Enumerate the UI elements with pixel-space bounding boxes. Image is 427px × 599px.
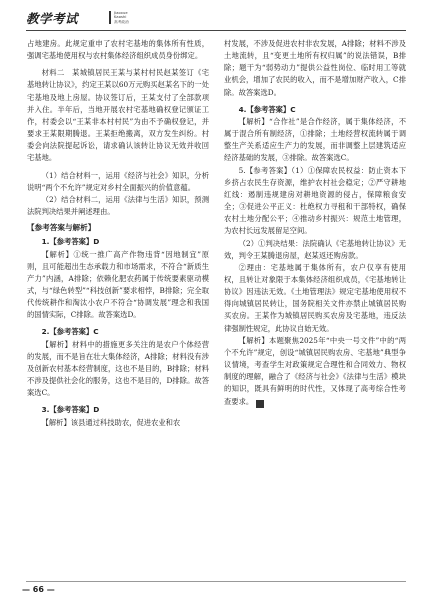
paragraph: 【解析】该县通过科技助农，促进农业和农: [41, 417, 181, 427]
paragraph: 3.【参考答案】D: [41, 405, 100, 415]
paragraph: （2）结合材料二，运用《法律与生活》知识，预测法院判决结果并阐述理由。: [27, 194, 209, 217]
journal-subtitle-line: 高考政治: [114, 19, 129, 24]
journal-subtitle-line: Kaoshi: [114, 15, 127, 20]
left-column: [27, 38, 209, 429]
page-number: — 66 —: [22, 585, 55, 594]
journal-brand: 教学考试: [26, 11, 79, 26]
paragraph: （1）结合材料一，运用《经济与社会》知识，分析说明“两个不允许”规定对乡村全面振兴的价值意蕴。: [27, 170, 209, 192]
paragraph: 村发展，不涉及促进农村非农发展，A排除；材料不涉及土地流转，且“变更土地所有权归属”的说法错误，B排除；题干为“弱势动力”提供公益性岗位、临时用工等就业机会，增加了农民的收入，而不是增加财产收入，C排除。故答案选D。: [224, 39, 406, 97]
paragraph: 2.【参考答案】C: [41, 327, 99, 337]
article-end-icon: ■: [256, 400, 264, 408]
paragraph: 【解析】本题聚焦2025年“中央一号文件”中的“两个不允许”规定，创设“城镇居民购农房、宅基地”典型争议情境，考查学生对政策规定合理性和合同效力、物权制度的理解，融合了《经济与社会》《法律与生活》模块的知识，既具有鲜明的时代性，又体现了高考综合性考查要求。 ■: [224, 335, 406, 407]
paragraph: 【解析】“合作社”是合作经济，属于集体经济，不属于混合所有制经济，①排除；土地经营权流转属于调整生产关系适应生产力的发展，而非调整上层建筑适应经济基础的发展，③排除。故答案选C。: [224, 116, 406, 163]
paragraph: 【解析】材料中的措施更多关注的是农户个体经营的发展，而不是旨在壮大集体经济，A排除；材料没有涉及创新农村基本经营制度，这也不是目的，B排除；材料不涉及提供社会化的服务，这也不是目的，D排除。故答案选C。: [27, 339, 209, 398]
paragraph: 1.【参考答案】D: [41, 237, 100, 247]
paragraph: （2）①判决结果：法院确认《宅基地转让协议》无效，判令王某腾退房屋，赵某返还购房款。: [224, 238, 406, 260]
journal-subtitle: [109, 11, 149, 24]
header-rule: [26, 30, 406, 31]
paragraph: 【解析】①统一推广高产作物违背“因地制宜”原则，且可能超出生态承载力和市场需求，不符合“新质生产力”内涵，A排除；依赖化肥农药属于传统要素驱动模式，与“绿色转型”“科技创新”要求相悖，B排除；完全取代传统耕作和淘汰小农户不符合“协调发展”理念和我国的国情实际，C排除。故答案选D。: [27, 249, 209, 320]
paragraph: 材料二 某城镇居民王某与某村村民赵某签订《宅基地转让协议》，约定王某以60万元购买赵某名下的一处宅基地及地上房屋。协议签订后，王某支付了全部款项并入住。半年后，当地开展农村宅基地确权登记颁证工作，村委会以“王某非本村村民”为由不予确权登记，并要求王某限期腾退。王某拒绝搬离，双方发生纠纷。村委会向法院提起诉讼，请求确认该转让协议无效并收回宅基地。: [27, 68, 209, 163]
paragraph: 【参考答案与解析】: [27, 223, 96, 233]
paragraph: 占地建房。此规定重申了农村宅基地的集体所有性质，强调宅基地使用权与农村集体经济组织成员身份绑定。: [27, 39, 209, 61]
paragraph: 4.【参考答案】C: [238, 104, 296, 114]
footer-rule: [26, 581, 406, 582]
page-header: [26, 8, 406, 28]
paragraph: 5.【参考答案】（1）①保障农民权益：防止资本下乡挤占农民生存资源，维护农村社会稳定；②严守耕地红线：遏制违规建房对耕地资源的侵占，保障粮食安全；③促进公平正义：杜绝权力寻租和干部特权，确保农村土地分配公平；④推动乡村振兴：规范土地管理，为农村长远发展留足空间。: [224, 165, 406, 236]
paragraph: ②理由：宅基地属于集体所有，农户仅享有使用权，且转让对象限于本集体经济组织成员，《宅基地转让协议》因违法无效。《土地管理法》规定宅基地使用权不得向城镇居民转让，国务院相关文件亦禁止城镇居民购买农房。王某作为城镇居民购买农房及宅基地，违反法律强制性规定，此协议自始无效。: [224, 262, 406, 333]
right-column: [224, 38, 406, 408]
journal-subtitle-line: Jiaoxue: [114, 11, 128, 15]
